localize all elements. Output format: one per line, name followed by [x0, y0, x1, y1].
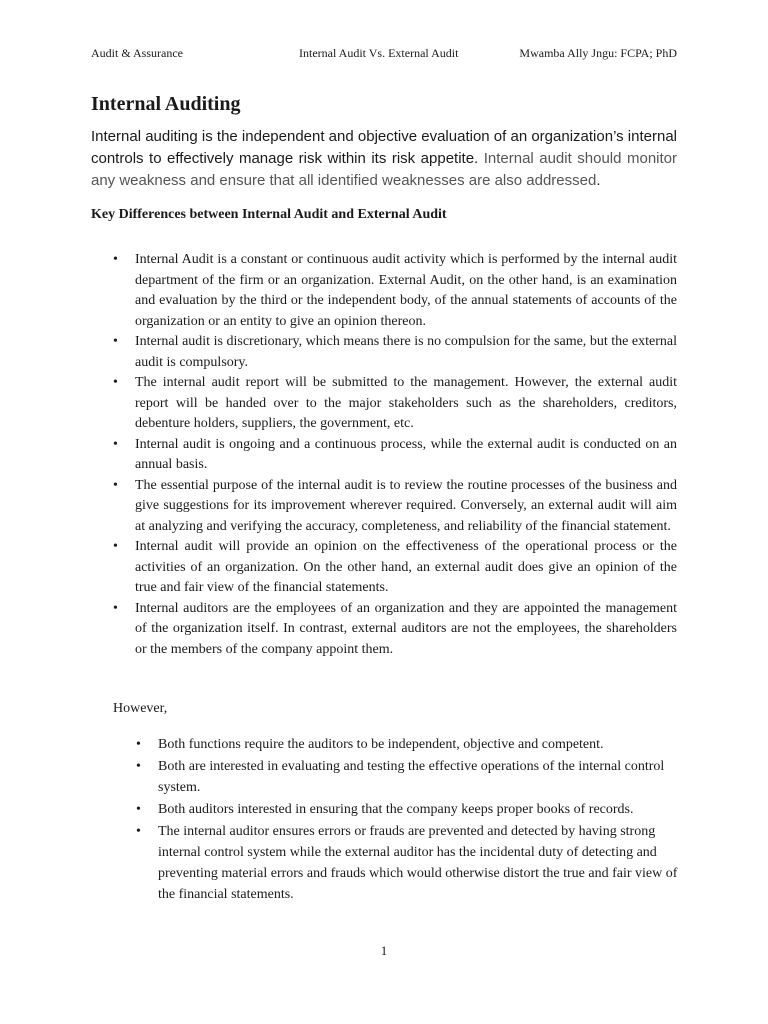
- differences-list: [135, 250, 677, 660]
- list-item: • Both are interested in evaluating and testing the effective operations of the internal control system.: [158, 756, 678, 798]
- page-title: Internal Auditing: [91, 93, 241, 115]
- list-item: • Both functions require the auditors to be independent, objective and competent.: [158, 734, 678, 755]
- list-item: • Internal auditors are the employees of an organization and they are appointed the management of the organization itself. In contrast, external auditors are not the employees, the shareholders or the members of the company appoint them.: [135, 599, 677, 661]
- header-author: Mwamba Ally Jngu: FCPA; PhD: [519, 46, 677, 60]
- intro-secondary: Internal audit should monitor any weakness and ensure that all identified weaknesses are also addressed: [91, 150, 677, 189]
- list-item: • The internal audit report will be submitted to the management. However, the external audit report will be handed over to the major stakeholders such as the shareholders, creditors, debenture holders, suppliers, the government, etc.: [135, 373, 677, 435]
- however-text: However,: [113, 701, 168, 716]
- list-item: • The essential purpose of the internal audit is to review the routine processes of the business and give suggestions for its improvement wherever required. Conversely, an external audit will aim at analyzing and verifying the accuracy, completeness, and reliability of the financial statement.: [135, 476, 677, 538]
- list-item: • The internal auditor ensures errors or frauds are prevented and detected by having strong internal control system while the external auditor has the incidental duty of detecting and preventing material errors and frauds which would otherwise distort the true and fair view of the financial statements.: [158, 821, 678, 905]
- list-item: • Both auditors interested in ensuring that the company keeps proper books of records.: [158, 799, 678, 820]
- page-header: [91, 46, 677, 62]
- section-heading: Key Differences between Internal Audit and External Audit: [91, 207, 447, 222]
- list-item: • Internal audit is discretionary, which means there is no compulsion for the same, but the external audit is compulsory.: [135, 332, 677, 373]
- similarities-list: [158, 734, 678, 906]
- header-course: Audit & Assurance: [91, 46, 183, 60]
- intro-end: .: [596, 172, 601, 189]
- page-number: 1: [380, 943, 388, 958]
- header-topic: Internal Audit Vs. External Audit: [299, 46, 459, 60]
- intro-paragraph: [91, 126, 677, 192]
- list-item: • Internal audit will provide an opinion on the effectiveness of the operational process or the activities of an organization. On the other hand, an external audit does give an opinion of the true and fair view of the financial statements.: [135, 537, 677, 599]
- intro-main: Internal auditing is the independent and objective evaluation of an organization’s internal controls to effectively manage risk within its risk appetite.: [91, 128, 677, 167]
- list-item: • Internal audit is ongoing and a continuous process, while the external audit is conducted on an annual basis.: [135, 435, 677, 476]
- list-item: • Internal Audit is a constant or continuous audit activity which is performed by the internal audit department of the firm or an organization. External Audit, on the other hand, is an examination and evaluation by the third or the independent body, of the annual statements of accounts of the organization or an entity to give an opinion thereon.: [135, 250, 677, 332]
